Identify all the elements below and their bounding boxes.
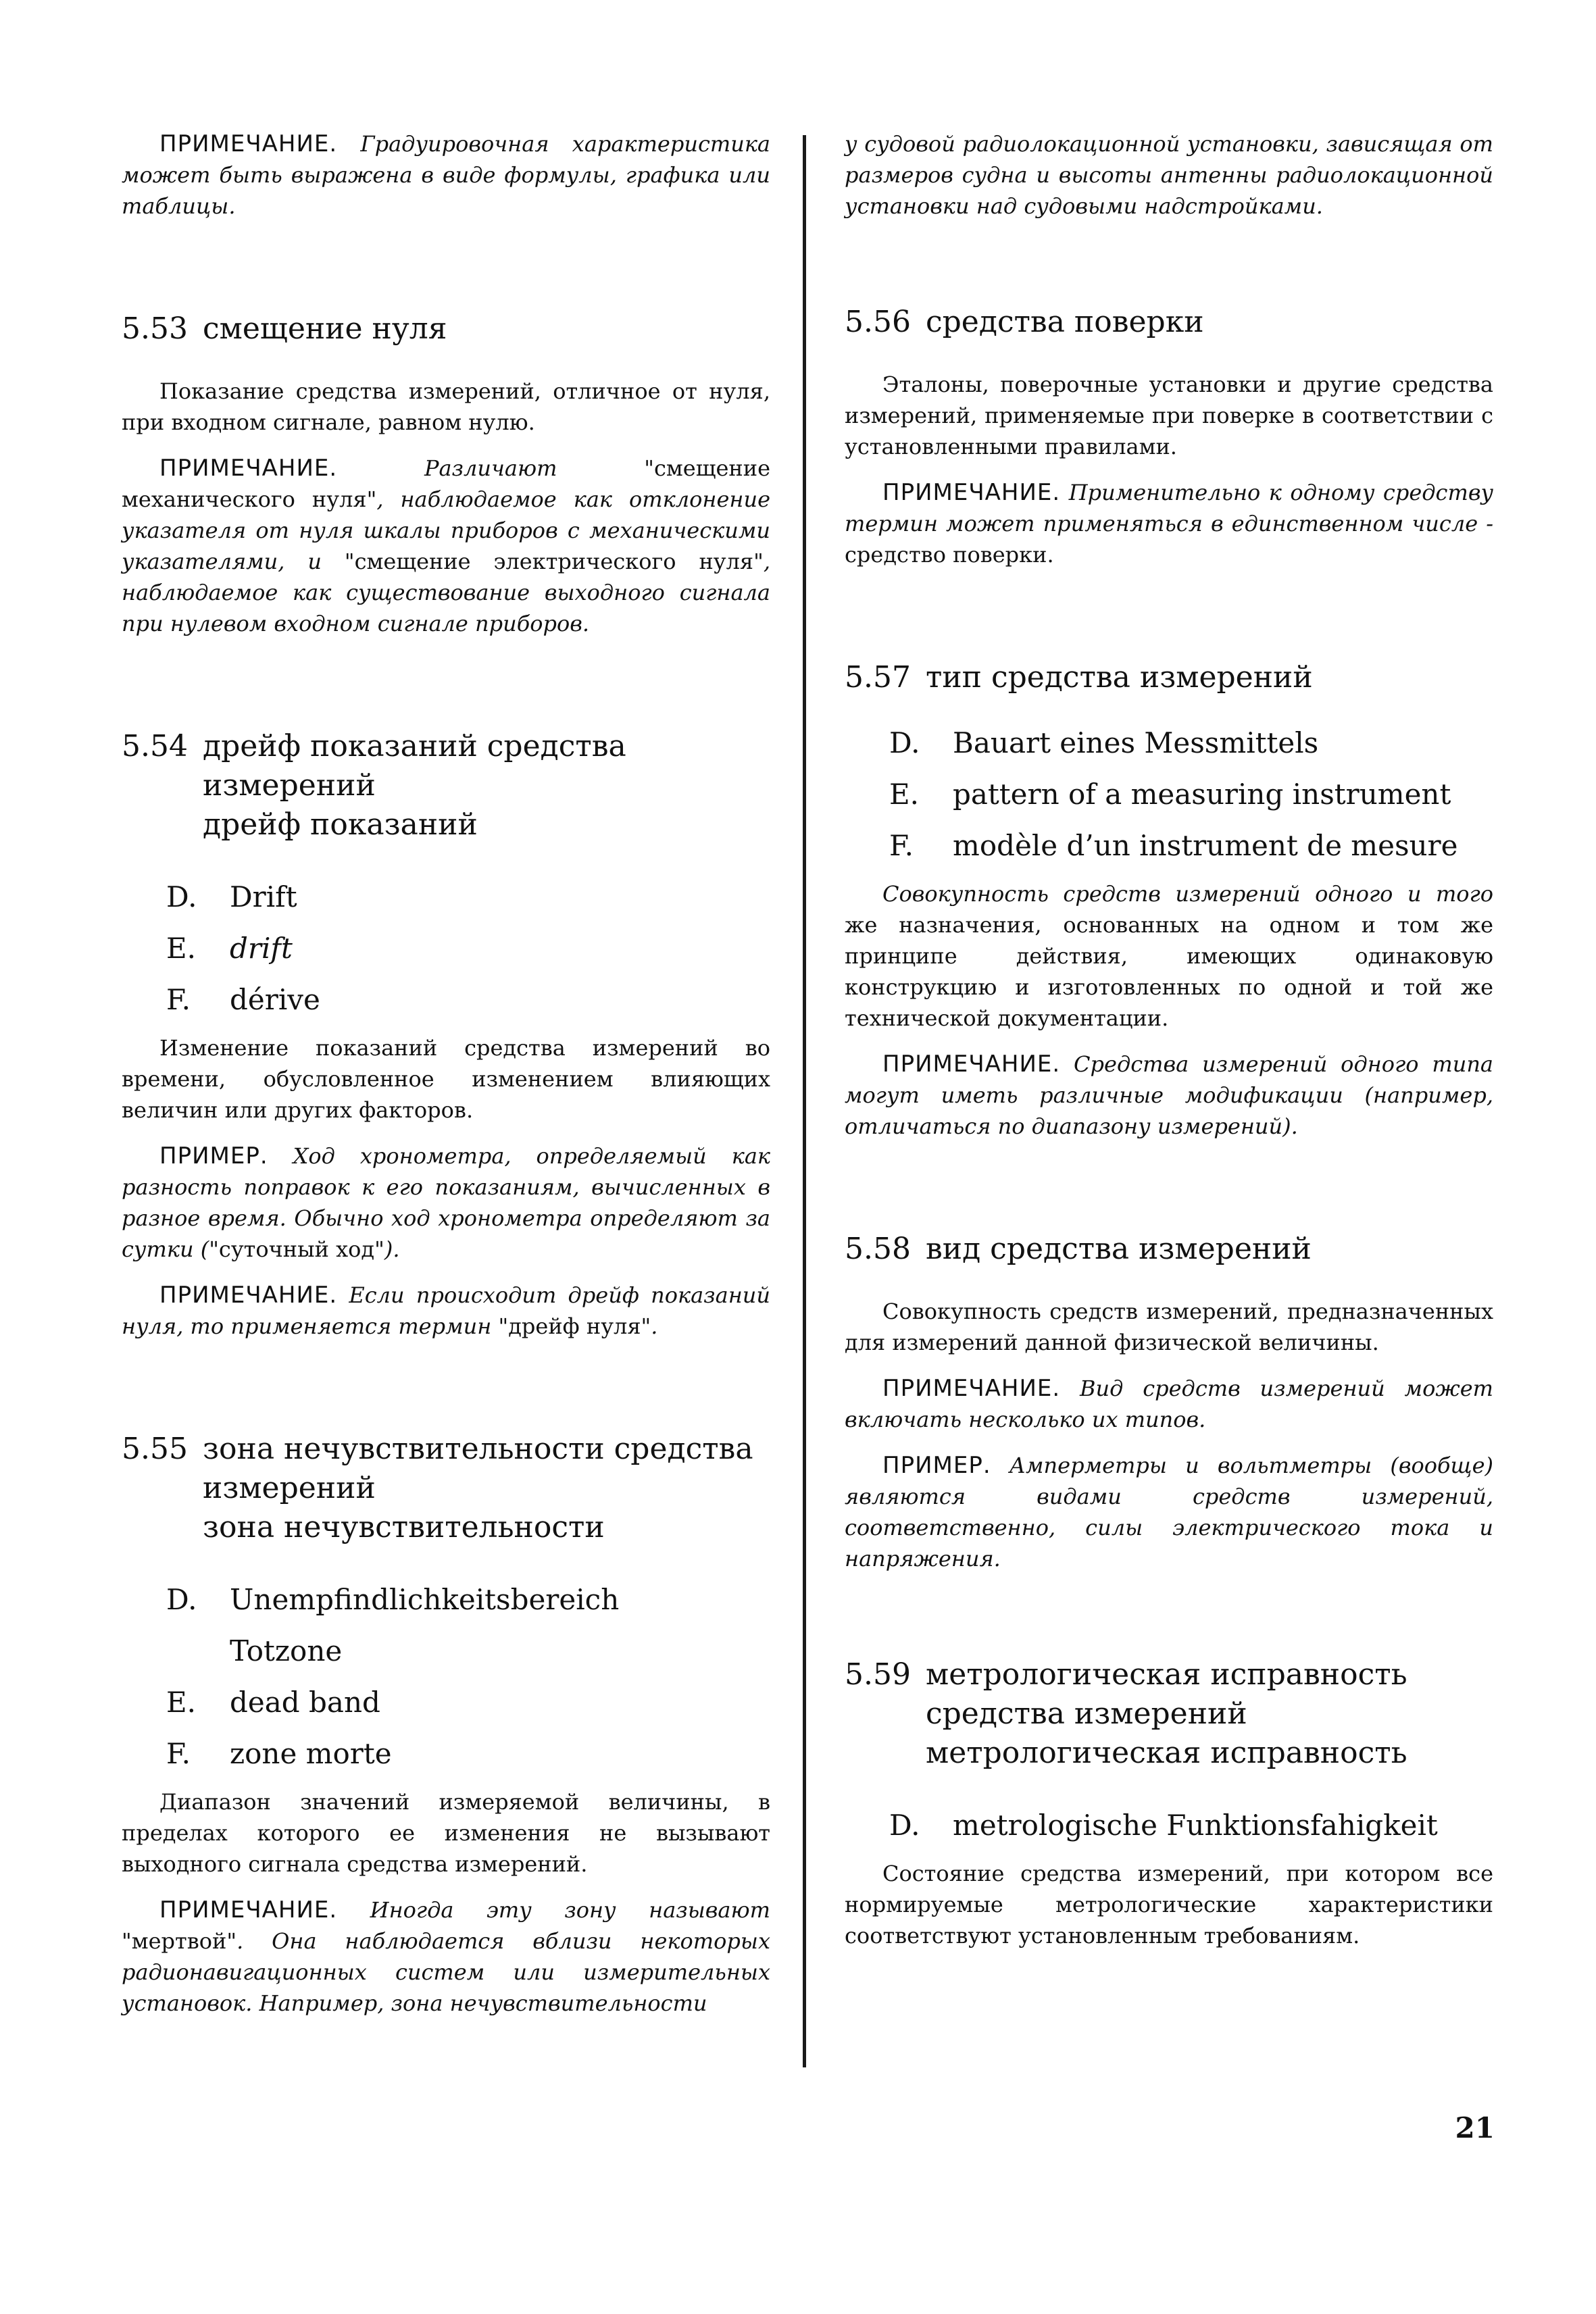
definition-5-59: Состояние средства измерений, при котором все нормируемые метрологические характеристики соответствуют установленным требованиям. [845,1861,1493,1948]
equivalent-de: D. Bauart eines Messmittels [889,726,1319,759]
definition-5-58: Совокупность средств измерений, предназначенных для измерений данной физической величины. [845,1299,1493,1355]
equivalents-5-54 [122,872,770,1026]
note-5-55: ПРИМЕЧАНИЕ. Иногда эту зону называют "мертвой". Она наблюдается вблизи некоторых радионавигационных систем или измерительных установок. Например, зона нечувствительности [122,1896,770,2016]
equivalents-5-55 [122,1574,770,1780]
note-5-58: ПРИМЕЧАНИЕ. Вид средств измерений может включать несколько их типов. [845,1375,1493,1432]
note-top: ПРИМЕЧАНИЕ. Градуировочная характеристика может быть выражена в виде формулы, графика или таблицы. [122,130,770,219]
equivalents-5-57 [845,718,1493,872]
term-5-59: 5.59 метрологическая исправность средства измерений метрологическая исправность [845,1657,1407,1770]
example-5-54: ПРИМЕР. Ход хронометра, определяемый как разность поправок к его показаниям, вычисленных в разное время. Обычно ход хронометра определяют за сутки ("суточный ход"). [122,1142,770,1262]
equivalent-fr: F. dérive [166,983,320,1016]
column-divider [803,135,806,2067]
equivalent-en: E. drift [166,932,293,965]
equivalent-de: D. metrologische Funktionsfahigkeit [889,1809,1438,1842]
term-5-53: 5.53 смещение нуля [122,311,447,346]
equivalent-fr: F. zone morte [166,1737,392,1770]
term-5-58: 5.58 вид средства измерений [845,1232,1312,1266]
equivalent-de: D. Unempfindlichkeitsbereich Totzone [166,1583,620,1667]
term-5-57: 5.57 тип средства измерений [845,660,1313,695]
note-5-56: ПРИМЕЧАНИЕ. Применительно к одному средству термин может применяться в единственном числе - средство поверки. [845,479,1493,568]
definition-5-54: Изменение показаний средства измерений во времени, обусловленное изменением влияющих величин или других факторов. [122,1035,770,1123]
definition-5-53: Показание средства измерений, отличное от нуля, при входном сигнале, равном нулю. [122,378,770,435]
equivalent-fr: F. modèle d’un instrument de mesure [889,829,1458,862]
definition-5-56: Эталоны, поверочные установки и другие средства измерений, применяемые при поверке в соответствии с установленными правилами. [845,372,1493,459]
right-column [845,128,1493,1951]
page-number: 21 [1455,2111,1495,2144]
continuation-text: у судовой радиолокационной установки, зависящая от размеров судна и высоты антенны радиолокационной установки над судовыми надстройками. [845,131,1493,219]
definition-5-57: Совокупность средств измерений одного и того же назначения, основанных на одном и том же принципе действия, имеющих одинаковую конструкцию и изготовленных по одной и той же технической документации. [845,881,1493,1031]
equivalent-en: E. dead band [166,1686,380,1719]
note-5-53: ПРИМЕЧАНИЕ. Различают "смещение механического нуля", наблюдаемое как отклонение указателя от нуля шкалы приборов с механическими указателями, и "смещение электрического нуля", наблюдаемое как существование выходного сигнала при нулевом входном сигнале приборов. [122,455,771,636]
equivalent-de: D. Drift [166,880,297,913]
term-5-55: 5.55 зона нечувствительности средства измерений зона нечувствительности [122,1432,753,1544]
term-5-54: 5.54 дрейф показаний средства измерений дрейф показаний [122,729,626,842]
note-5-54: ПРИМЕЧАНИЕ. Если происходит дрейф показаний нуля, то применяется термин "дрейф нуля". [122,1282,770,1339]
note-5-57: ПРИМЕЧАНИЕ. Средства измерений одного типа могут иметь различные модификации (например, отличаться по диапазону измерений). [845,1051,1493,1139]
example-5-58: ПРИМЕР. Амперметры и вольтметры (вообще) являются видами средств измерений, соответственно, силы электрического тока и напряжения. [845,1452,1493,1571]
equivalents-5-59 [845,1800,1493,1851]
equivalent-en: E. pattern of a measuring instrument [889,778,1451,811]
term-5-56: 5.56 средства поверки [845,305,1204,339]
definition-5-55: Диапазон значений измеряемой величины, в пределах которого ее изменения не вызывают выходного сигнала средства измерений. [122,1789,770,1877]
left-column [122,128,770,2019]
